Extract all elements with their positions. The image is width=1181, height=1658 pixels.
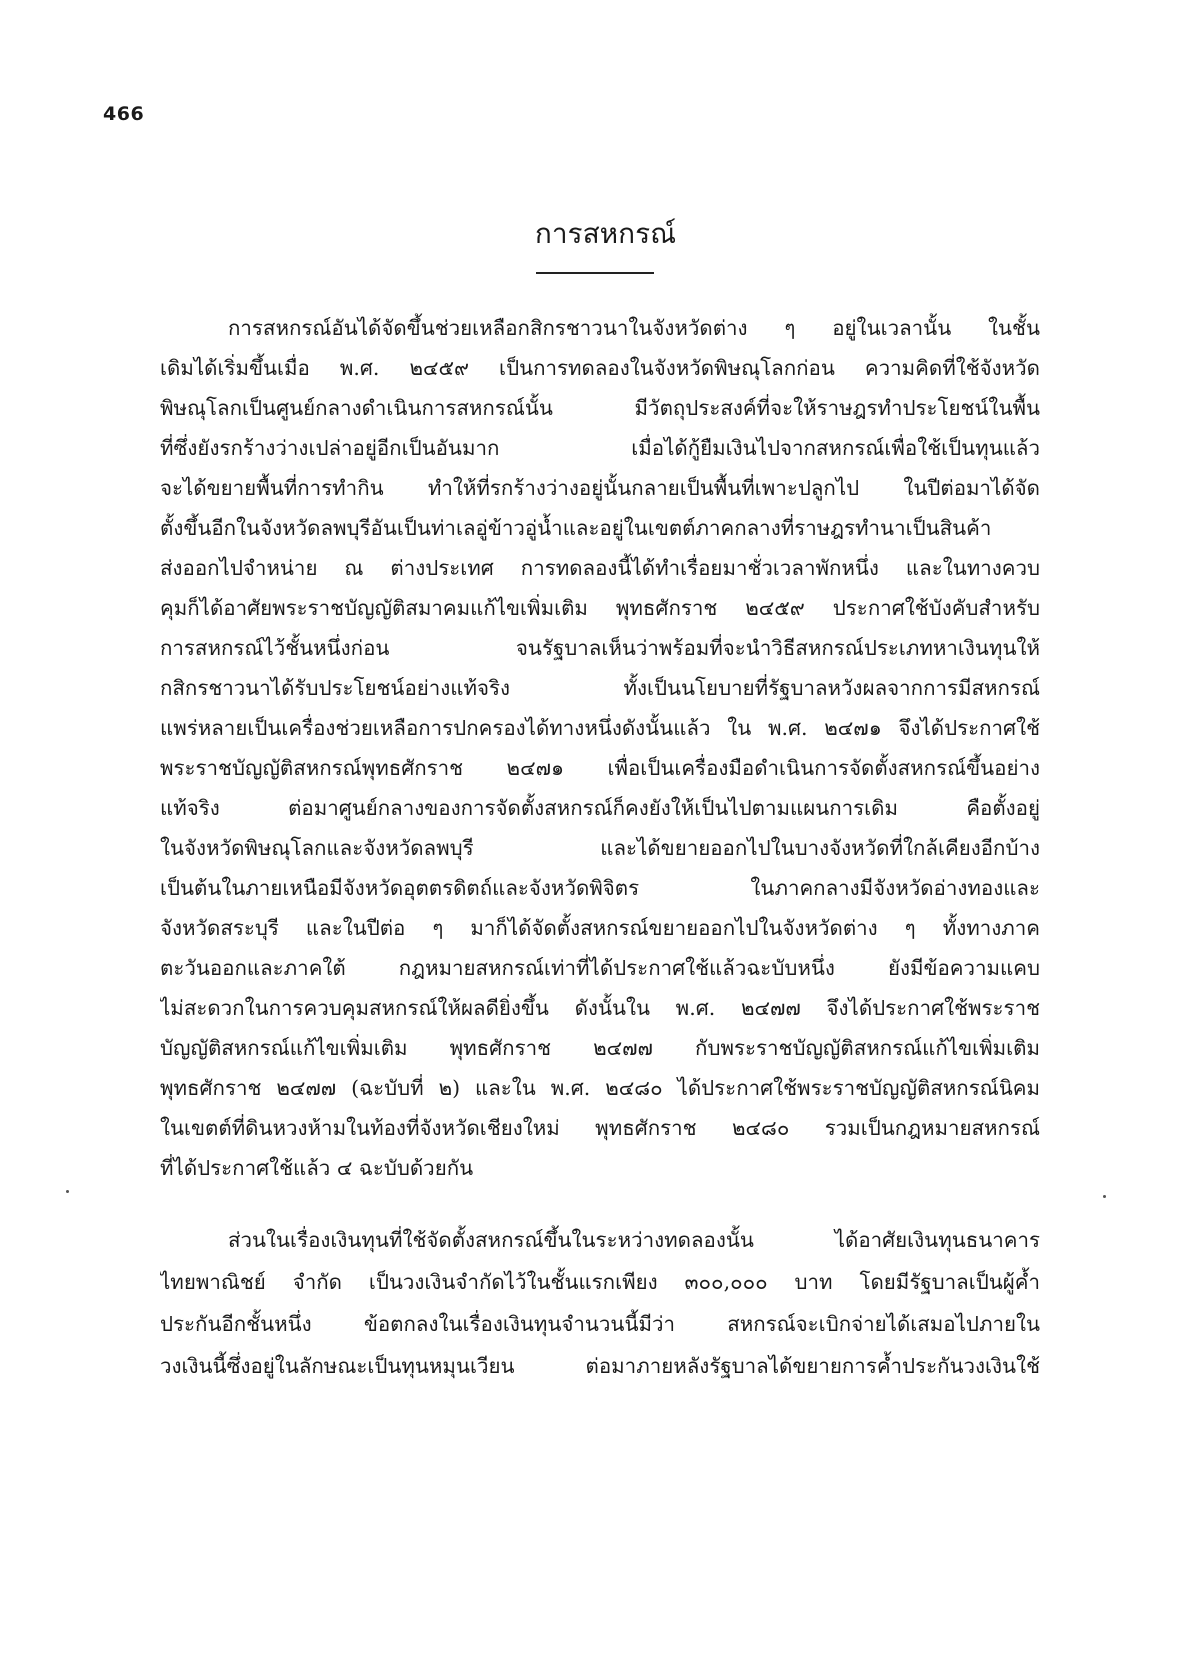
text-line: ในจังหวัดพิษณุโลกและจังหวัดลพบุรี และได้ขยายออกไปในบางจังหวัดที่ใกล้เคียงอีกบ้าง xyxy=(160,836,1040,860)
text-line: จังหวัดสระบุรี และในปีต่อ ๆ มาก็ได้จัดตั้งสหกรณ์ขยายออกไปในจังหวัดต่าง ๆ ทั้งทางภาค xyxy=(160,916,1040,940)
text-line: ไทยพาณิชย์ จำกัด เป็นวงเงินจำกัดไว้ในชั้นแรกเพียง ๓๐๐,๐๐๐ บาท โดยมีรัฐบาลเป็นผู้ค้ำ xyxy=(160,1270,1040,1294)
text-line: การสหกรณ์อันได้จัดขึ้นช่วยเหลือกสิกรชาวนาในจังหวัดต่าง ๆ อยู่ในเวลานั้น ในชั้น xyxy=(228,316,1040,340)
text-line: วงเงินนี้ซึ่งอยู่ในลักษณะเป็นทุนหมุนเวียน ต่อมาภายหลังรัฐบาลได้ขยายการค้ำประกันวงเงินใช้ xyxy=(160,1354,1040,1378)
text-line: พระราชบัญญัติสหกรณ์พุทธศักราช ๒๔๗๑ เพื่อเป็นเครื่องมือดำเนินการจัดตั้งสหกรณ์ขึ้นอย่าง xyxy=(160,756,1040,780)
text-line: กสิกรชาวนาได้รับประโยชน์อย่างแท้จริง ทั้งเป็นนโยบายที่รัฐบาลหวังผลจากการมีสหกรณ์ xyxy=(160,676,1040,700)
text-line: บัญญัติสหกรณ์แก้ไขเพิ่มเติม พุทธศักราช ๒๔๗๗ กับพระราชบัญญัติสหกรณ์แก้ไขเพิ่มเติม xyxy=(160,1036,1040,1060)
text-line: จะได้ขยายพื้นที่การทำกิน ทำให้ที่รกร้างว่างอยู่นั้นกลายเป็นพื้นที่เพาะปลูกไป ในปีต่อมาได้จัด xyxy=(160,476,1040,500)
text-line: คุมก็ได้อาศัยพระราชบัญญัติสมาคมแก้ไขเพิ่มเติม พุทธศักราช ๒๔๕๙ ประกาศใช้บังคับสำหรับ xyxy=(160,596,1040,620)
text-line: ในเขตต์ที่ดินหวงห้ามในท้องที่จังหวัดเชียงใหม่ พุทธศักราช ๒๔๘๐ รวมเป็นกฎหมายสหกรณ์ xyxy=(160,1116,1040,1140)
title-underline xyxy=(536,272,654,274)
text-line: การสหกรณ์ไว้ชั้นหนึ่งก่อน จนรัฐบาลเห็นว่าพร้อมที่จะนำวิธีสหกรณ์ประเภทหาเงินทุนให้ xyxy=(160,636,1040,660)
text-line: ที่ได้ประกาศใช้แล้ว ๔ ฉะบับด้วยกัน xyxy=(160,1156,474,1180)
text-line: ส่งออกไปจำหน่าย ณ ต่างประเทศ การทดลองนี้ได้ทำเรื่อยมาชั่วเวลาพักหนึ่ง และในทางควบ xyxy=(160,556,1040,580)
text-line: แท้จริง ต่อมาศูนย์กลางของการจัดตั้งสหกรณ์ก็คงยังให้เป็นไปตามแผนการเดิม คือตั้งอยู่ xyxy=(160,796,1040,820)
text-line: แพร่หลายเป็นเครื่องช่วยเหลือการปกครองได้ทางหนึ่งดังนั้นแล้ว ใน พ.ศ. ๒๔๗๑ จึงได้ประกาศใช้ xyxy=(160,716,1040,740)
text-line: ตั้งขึ้นอีกในจังหวัดลพบุรีอันเป็นท่าเลอู่ข้าวอู่น้ำและอยู่ในเขตต์ภาคกลางที่ราษฎรทำนาเป็นสินค้า xyxy=(160,516,992,540)
page-title: การสหกรณ์ xyxy=(534,217,677,250)
text-line: พิษณุโลกเป็นศูนย์กลางดำเนินการสหกรณ์นั้น มีวัตถุประสงค์ที่จะให้ราษฎรทำประโยชน์ในพื้น xyxy=(160,396,1040,420)
text-line: เป็นต้นในภายเหนือมีจังหวัดอุตตรดิตถ์และจังหวัดพิจิตร ในภาคกลางมีจังหวัดอ่างทองและ xyxy=(160,876,1040,900)
text-line: ตะวันออกและภาคใต้ กฎหมายสหกรณ์เท่าที่ได้ประกาศใช้แล้วฉะบับหนึ่ง ยังมีข้อความแคบ xyxy=(160,956,1040,980)
page-number: 466 xyxy=(103,103,145,125)
text-line: ส่วนในเรื่องเงินทุนที่ใช้จัดตั้งสหกรณ์ขึ้นในระหว่างทดลองนั้น ได้อาศัยเงินทุนธนาคาร xyxy=(228,1228,1040,1252)
text-line: ประกันอีกชั้นหนึ่ง ข้อตกลงในเรื่องเงินทุนจำนวนนี้มีว่า สหกรณ์จะเบิกจ่ายได้เสมอไปภายใน xyxy=(160,1312,1040,1336)
text-line: ไม่สะดวกในการควบคุมสหกรณ์ให้ผลดียิ่งขึ้น ดังนั้นใน พ.ศ. ๒๔๗๗ จึงได้ประกาศใช้พระราช xyxy=(160,996,1040,1020)
text-line: พุทธศักราช ๒๔๗๗ (ฉะบับที่ ๒) และใน พ.ศ. ๒๔๘๐ ได้ประกาศใช้พระราชบัญญัติสหกรณ์นิคม xyxy=(160,1076,1040,1100)
scan-speck xyxy=(66,1190,69,1193)
scan-speck xyxy=(1103,1195,1106,1198)
text-line: ที่ซึ่งยังรกร้างว่างเปล่าอยู่อีกเป็นอันมาก เมื่อได้กู้ยืมเงินไปจากสหกรณ์เพื่อใช้เป็นทุนแล้ว xyxy=(160,436,1040,460)
text-line: เดิมได้เริ่มขึ้นเมื่อ พ.ศ. ๒๔๕๙ เป็นการทดลองในจังหวัดพิษณุโลกก่อน ความคิดที่ใช้จังหวัด xyxy=(160,356,1040,380)
